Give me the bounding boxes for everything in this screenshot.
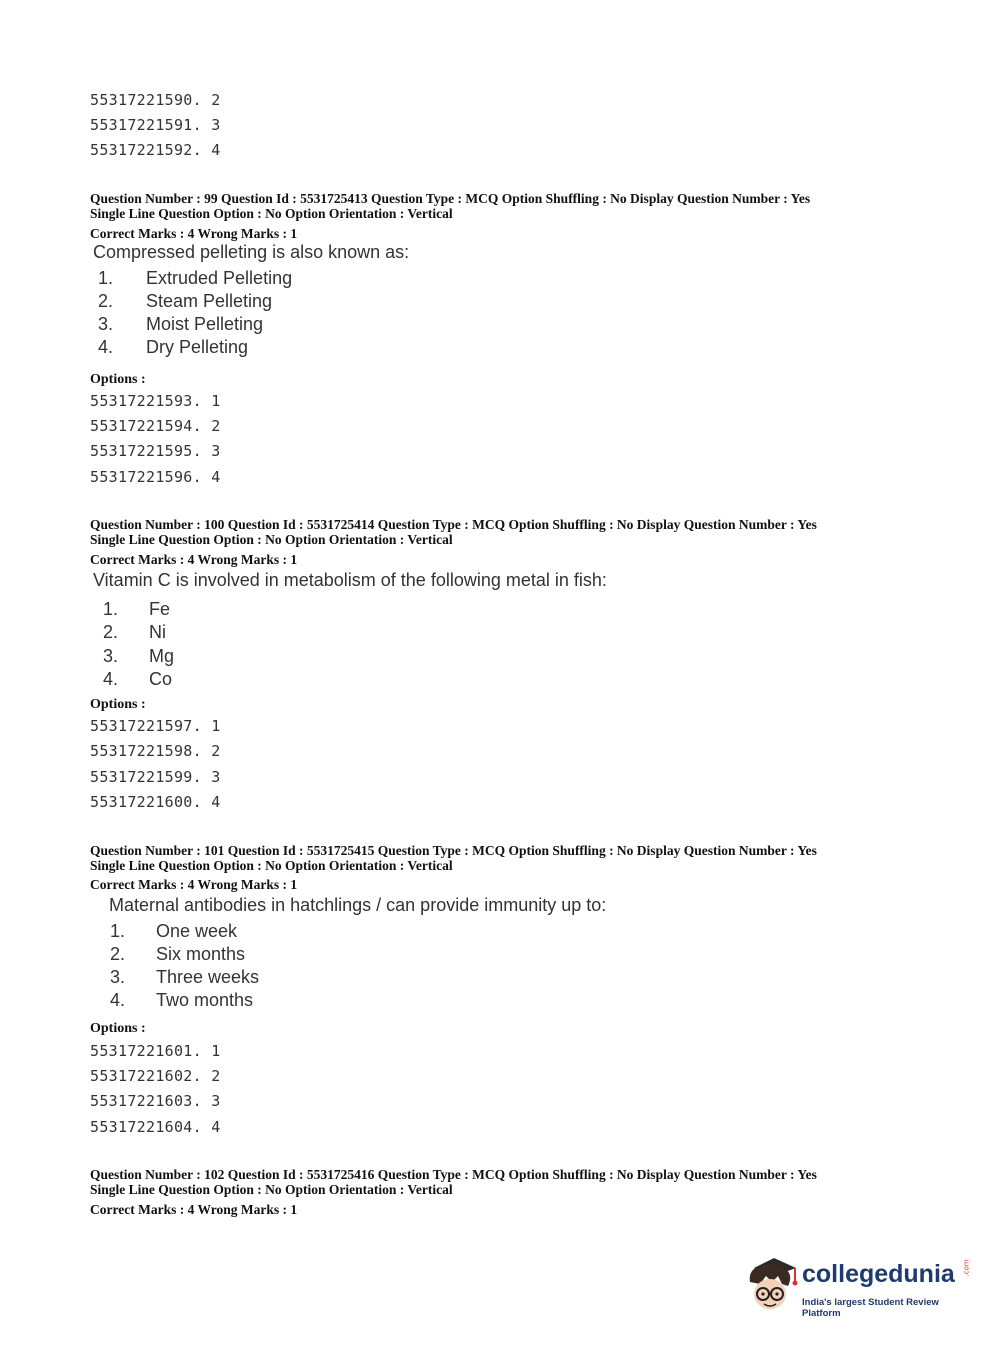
- choice-item: [110, 920, 237, 943]
- choice-label: One week: [156, 921, 238, 941]
- choice-number: 4.: [103, 669, 119, 689]
- choice-label: Mg: [149, 646, 175, 666]
- choice-item: [98, 336, 248, 359]
- choice-number: 3.: [110, 967, 126, 987]
- choice-item: [103, 645, 174, 668]
- choice-item: [98, 313, 263, 336]
- option-id-row: 55317221602. 2: [90, 1067, 221, 1085]
- option-id-row: 55317221600. 4: [90, 793, 221, 811]
- choice-item: [98, 267, 292, 290]
- question-meta-line1: Question Number : 100 Question Id : 5531725414 Question Type : MCQ Option Shuffling : No Display Question Number : Yes: [90, 517, 817, 532]
- option-id-row: 55317221599. 3: [90, 768, 221, 786]
- collegedunia-logo: [744, 1250, 974, 1320]
- choice-number: 3.: [103, 646, 119, 666]
- option-id-row: 55317221601. 1: [90, 1042, 221, 1060]
- choice-number: 2.: [98, 291, 114, 311]
- logo-tagline: India's largest Student Review Platform: [802, 1297, 939, 1319]
- choice-label: Six months: [156, 944, 246, 964]
- choice-item: [110, 989, 253, 1012]
- question-meta-line2: Single Line Question Option : No Option Orientation : Vertical: [90, 532, 453, 547]
- question-marks: Correct Marks : 4 Wrong Marks : 1: [90, 877, 298, 892]
- option-id-row: 55317221591. 3: [90, 116, 221, 134]
- question-text: Compressed pelleting is also known as:: [93, 242, 410, 262]
- choice-number: 4.: [98, 337, 114, 357]
- options-heading: Options :: [90, 697, 146, 712]
- choice-item: [110, 966, 259, 989]
- choice-label: Co: [149, 669, 173, 689]
- choice-label: Fe: [149, 599, 171, 619]
- choice-label: Three weeks: [156, 967, 260, 987]
- choice-item: [98, 290, 272, 313]
- question-text: Vitamin C is involved in metabolism of the following metal in fish:: [93, 570, 607, 590]
- choice-number: 1.: [103, 599, 119, 619]
- choice-label: Moist Pelleting: [146, 314, 264, 334]
- choice-item: [103, 598, 170, 621]
- option-id-row: 55317221594. 2: [90, 417, 221, 435]
- option-id-row: 55317221603. 3: [90, 1092, 221, 1110]
- choice-item: [103, 668, 172, 691]
- choice-label: Steam Pelleting: [146, 291, 273, 311]
- logo-wordmark: collegedunia: [802, 1260, 955, 1288]
- choice-number: 2.: [110, 944, 126, 964]
- option-id-row: 55317221592. 4: [90, 141, 221, 159]
- choice-label: Extruded Pelleting: [146, 268, 293, 288]
- question-meta-line2: Single Line Question Option : No Option Orientation : Vertical: [90, 858, 453, 873]
- choice-label: Ni: [149, 622, 166, 642]
- mascot-icon: [744, 1254, 800, 1316]
- choice-number: 1.: [98, 268, 114, 288]
- option-id-row: 55317221593. 1: [90, 392, 221, 410]
- choice-number: 3.: [98, 314, 114, 334]
- choice-number: 4.: [110, 990, 126, 1010]
- option-id-row: 55317221604. 4: [90, 1118, 221, 1136]
- question-meta-line2: Single Line Question Option : No Option Orientation : Vertical: [90, 1182, 453, 1197]
- question-meta-line1: Question Number : 101 Question Id : 5531725415 Question Type : MCQ Option Shuffling : No Display Question Number : Yes: [90, 843, 817, 858]
- choice-label: Dry Pelleting: [146, 337, 249, 357]
- choice-label: Two months: [156, 990, 254, 1010]
- choice-item: [103, 621, 166, 644]
- choice-number: 2.: [103, 622, 119, 642]
- question-meta-line1: Question Number : 102 Question Id : 5531725416 Question Type : MCQ Option Shuffling : No Display Question Number : Yes: [90, 1167, 817, 1182]
- question-text: Maternal antibodies in hatchlings / can provide immunity up to:: [109, 895, 607, 915]
- question-marks: Correct Marks : 4 Wrong Marks : 1: [90, 226, 298, 241]
- question-marks: Correct Marks : 4 Wrong Marks : 1: [90, 1202, 298, 1217]
- option-id-row: 55317221595. 3: [90, 442, 221, 460]
- choice-item: [110, 943, 245, 966]
- option-id-row: 55317221590. 2: [90, 91, 221, 109]
- logo-domain-suffix: .com: [962, 1259, 971, 1277]
- question-meta-line2: Single Line Question Option : No Option Orientation : Vertical: [90, 206, 453, 221]
- question-meta-line1: Question Number : 99 Question Id : 5531725413 Question Type : MCQ Option Shuffling : No Display Question Number : Yes: [90, 191, 811, 206]
- options-heading: Options :: [90, 372, 146, 387]
- options-heading: Options :: [90, 1021, 146, 1036]
- option-id-row: 55317221598. 2: [90, 742, 221, 760]
- question-marks: Correct Marks : 4 Wrong Marks : 1: [90, 552, 298, 567]
- choice-number: 1.: [110, 921, 126, 941]
- option-id-row: 55317221596. 4: [90, 468, 221, 486]
- option-id-row: 55317221597. 1: [90, 717, 221, 735]
